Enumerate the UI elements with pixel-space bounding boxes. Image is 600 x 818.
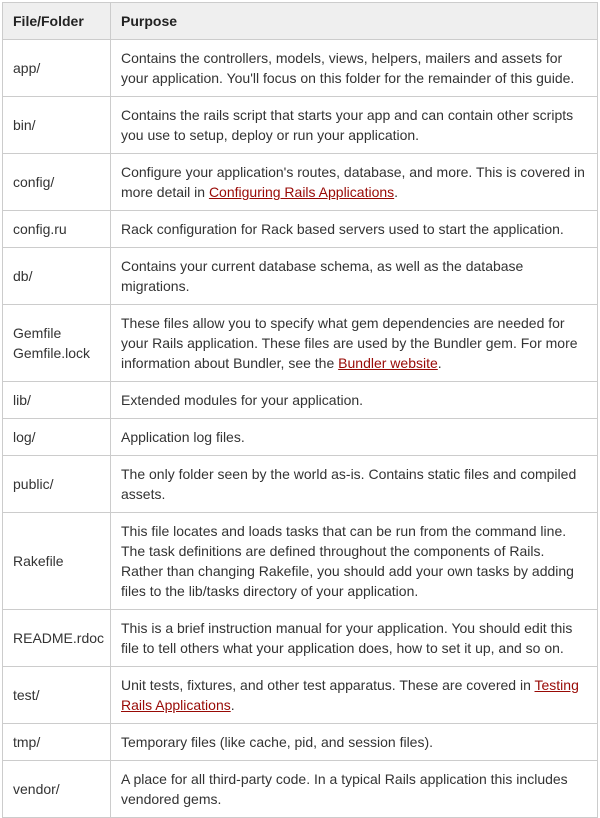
file-folder-cell bbox=[3, 667, 111, 724]
file-folder-name: tmp/ bbox=[13, 734, 41, 750]
table-row bbox=[3, 610, 598, 667]
table-header-row bbox=[3, 3, 598, 40]
file-folder-name: config.ru bbox=[13, 221, 67, 237]
purpose-cell bbox=[111, 513, 598, 610]
purpose-cell bbox=[111, 40, 598, 97]
file-folder-name: public/ bbox=[13, 476, 54, 492]
purpose-cell bbox=[111, 419, 598, 456]
file-folder-cell bbox=[3, 211, 111, 248]
purpose-text: Contains the rails script that starts your app and can contain other scripts you use to setup, deploy or run your application. bbox=[121, 107, 574, 143]
file-folder-cell bbox=[3, 513, 111, 610]
table-row bbox=[3, 248, 598, 305]
purpose-cell bbox=[111, 211, 598, 248]
header-file-folder: File/Folder bbox=[3, 3, 111, 40]
file-folder-cell bbox=[3, 97, 111, 154]
file-folder-cell bbox=[3, 154, 111, 211]
purpose-cell bbox=[111, 97, 598, 154]
table-row bbox=[3, 211, 598, 248]
directory-table-container bbox=[2, 2, 597, 818]
table-row bbox=[3, 305, 598, 382]
file-folder-cell bbox=[3, 610, 111, 667]
file-folder-name: config/ bbox=[13, 174, 55, 190]
file-folder-name: db/ bbox=[13, 268, 33, 284]
purpose-text-end: . bbox=[437, 355, 442, 371]
file-folder-name: test/ bbox=[13, 687, 40, 703]
file-folder-cell bbox=[3, 761, 111, 818]
purpose-text: Extended modules for your application. bbox=[121, 392, 364, 408]
purpose-cell bbox=[111, 305, 598, 382]
table-row bbox=[3, 382, 598, 419]
purpose-text: Contains the controllers, models, views, helpers, mailers and assets for your application. You'll focus on this folder for the remainder of this guide. bbox=[121, 50, 575, 86]
purpose-text: This is a brief instruction manual for your application. You should edit this file to tell others what your application does, how to set it up, and so on. bbox=[121, 620, 573, 656]
purpose-text: A place for all third-party code. In a typical Rails application this includes vendored gems. bbox=[121, 771, 568, 807]
file-folder-name: README.rdoc bbox=[13, 630, 105, 646]
file-folder-cell bbox=[3, 305, 111, 382]
purpose-text-end: . bbox=[230, 697, 235, 713]
guide-link[interactable]: Configuring Rails Applications bbox=[208, 184, 395, 200]
file-folder-name: vendor/ bbox=[13, 781, 60, 797]
purpose-cell bbox=[111, 761, 598, 818]
table-row bbox=[3, 724, 598, 761]
file-folder-name: bin/ bbox=[13, 117, 36, 133]
file-folder-cell bbox=[3, 724, 111, 761]
purpose-text: Temporary files (like cache, pid, and session files). bbox=[121, 734, 434, 750]
file-folder-cell bbox=[3, 456, 111, 513]
table-row bbox=[3, 419, 598, 456]
table-row bbox=[3, 761, 598, 818]
purpose-text: These files allow you to specify what gem dependencies are needed for your Rails application. These files are used by the Bundler gem. For more information about Bundler, see the bbox=[121, 315, 578, 371]
table-row bbox=[3, 97, 598, 154]
purpose-text: Configure your application's routes, database, and more. This is covered in more detail in bbox=[121, 164, 585, 200]
guide-link[interactable]: Bundler website bbox=[338, 355, 438, 371]
table-row bbox=[3, 667, 598, 724]
file-folder-name: Gemfile.lock bbox=[13, 345, 91, 361]
purpose-text: The only folder seen by the world as-is. Contains static files and compiled assets. bbox=[121, 466, 577, 502]
purpose-cell bbox=[111, 248, 598, 305]
purpose-cell bbox=[111, 724, 598, 761]
table-row bbox=[3, 456, 598, 513]
purpose-cell bbox=[111, 667, 598, 724]
file-folder-name: log/ bbox=[13, 429, 36, 445]
table-header bbox=[3, 3, 598, 40]
file-folder-name: Gemfile bbox=[13, 325, 62, 341]
purpose-text: Contains your current database schema, as well as the database migrations. bbox=[121, 258, 524, 294]
purpose-cell bbox=[111, 456, 598, 513]
purpose-text: This file locates and loads tasks that can be run from the command line. The task definitions are defined throughout the components of Rails. Rather than changing Rakefile, you should add your own tasks by adding files to the lib/tasks directory of your application. bbox=[121, 523, 574, 599]
purpose-text: Application log files. bbox=[121, 429, 245, 445]
purpose-cell bbox=[111, 382, 598, 419]
purpose-text: Rack configuration for Rack based servers used to start the application. bbox=[121, 221, 564, 237]
file-folder-cell bbox=[3, 40, 111, 97]
guide-link[interactable]: Testing Rails Applications bbox=[121, 677, 579, 713]
directory-structure-table bbox=[2, 2, 598, 818]
table-row bbox=[3, 513, 598, 610]
table-body bbox=[3, 40, 598, 818]
table-row bbox=[3, 154, 598, 211]
file-folder-cell bbox=[3, 419, 111, 456]
file-folder-cell bbox=[3, 382, 111, 419]
file-folder-name: lib/ bbox=[13, 392, 31, 408]
purpose-cell bbox=[111, 610, 598, 667]
purpose-text-end: . bbox=[394, 184, 399, 200]
header-purpose: Purpose bbox=[111, 3, 598, 40]
file-folder-name: Rakefile bbox=[13, 553, 64, 569]
purpose-text: Unit tests, fixtures, and other test apparatus. These are covered in bbox=[121, 677, 535, 693]
file-folder-cell bbox=[3, 248, 111, 305]
purpose-cell bbox=[111, 154, 598, 211]
table-row bbox=[3, 40, 598, 97]
file-folder-name: app/ bbox=[13, 60, 41, 76]
